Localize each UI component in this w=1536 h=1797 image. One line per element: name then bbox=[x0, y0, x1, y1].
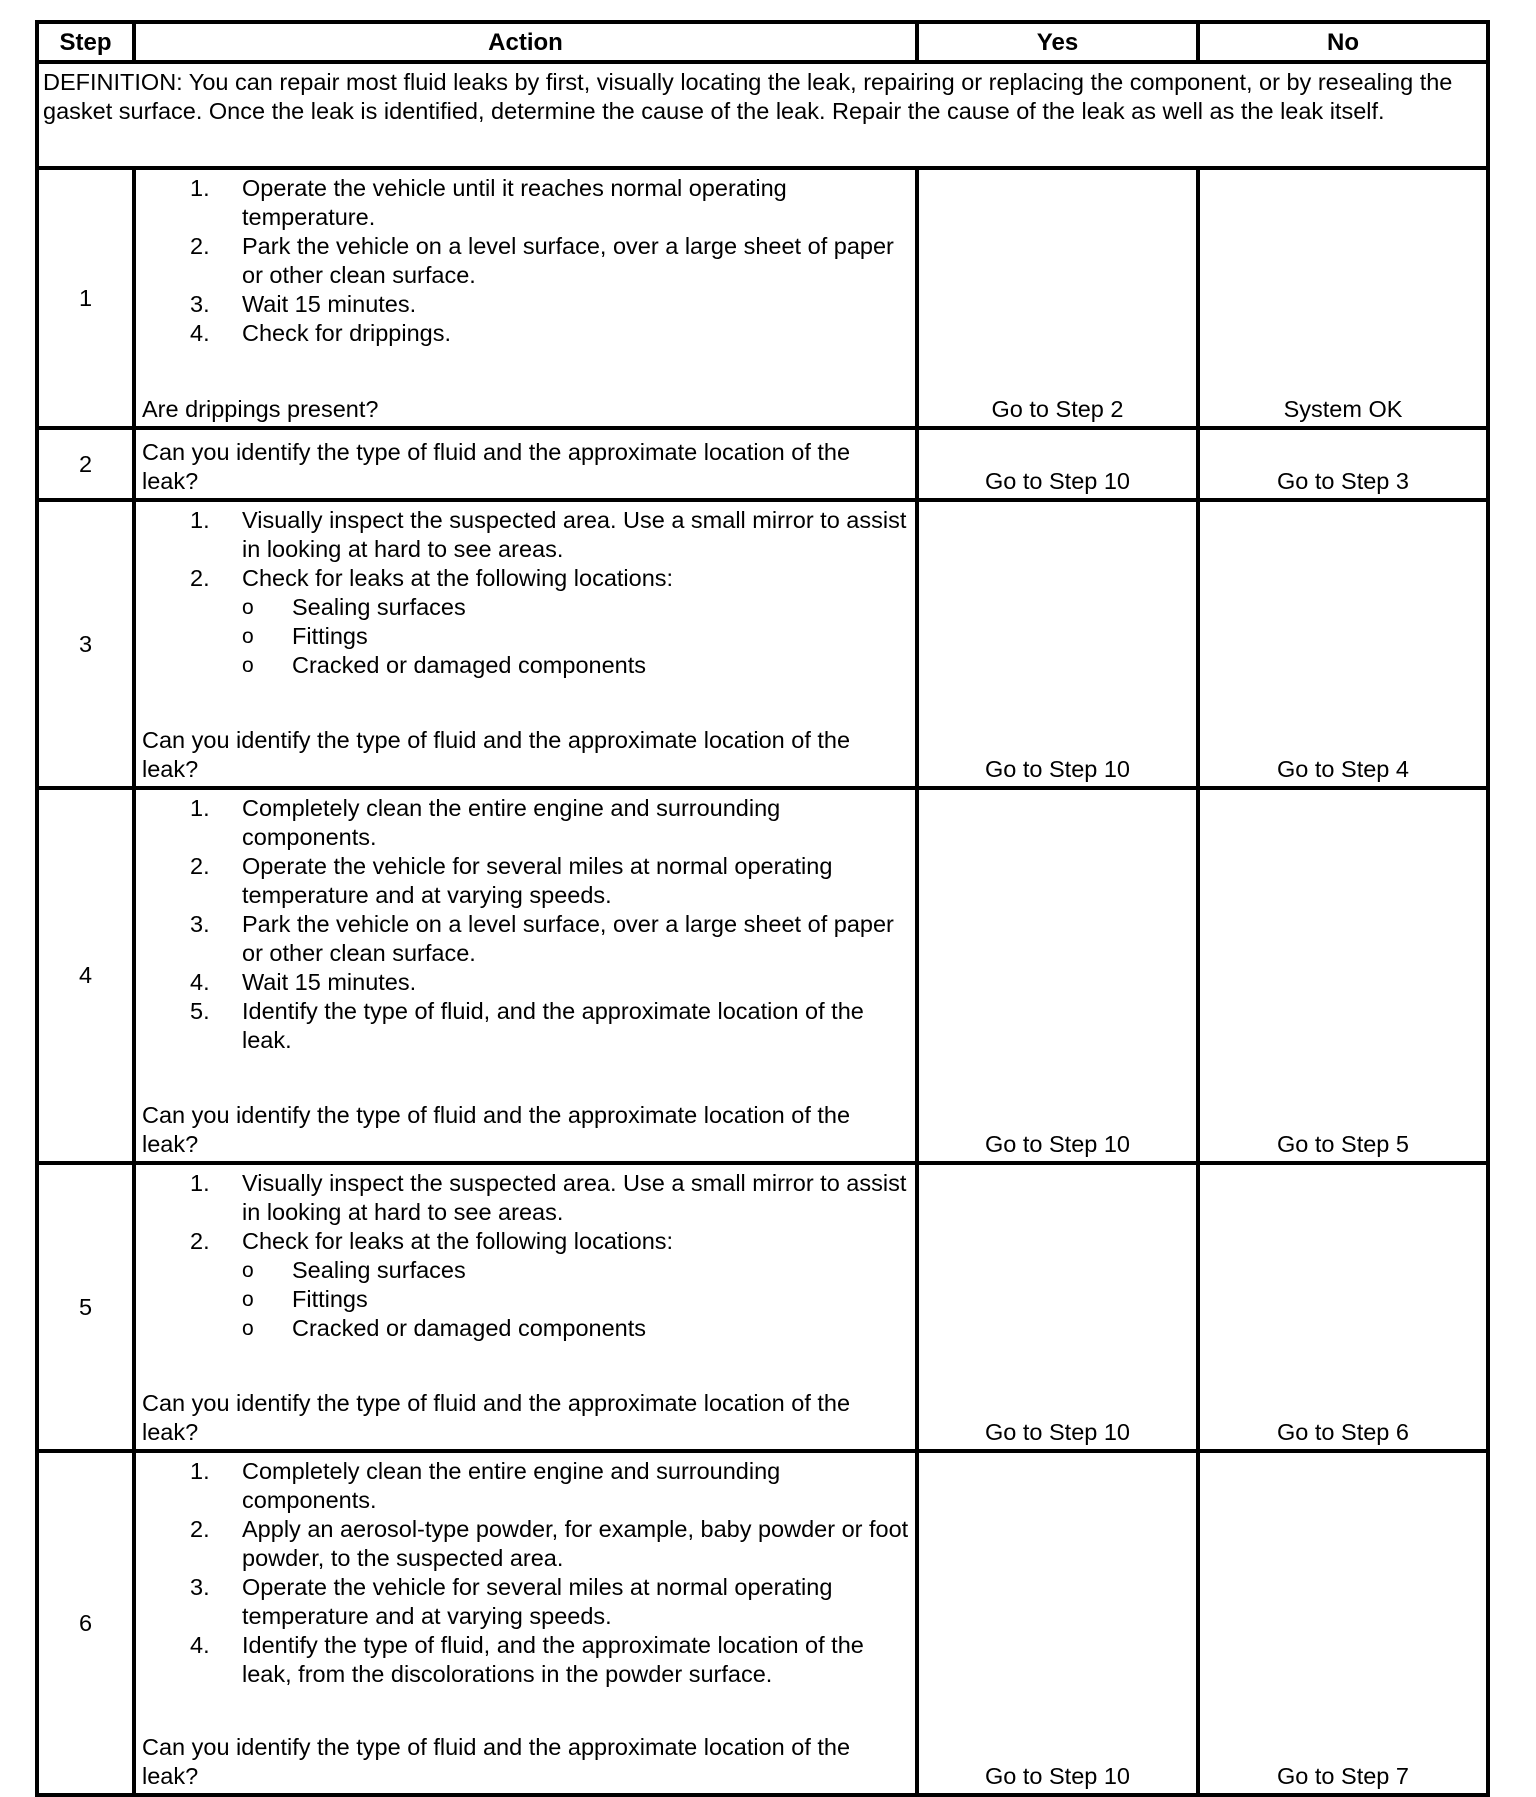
bullet-icon: o bbox=[242, 1288, 254, 1311]
sub-list-item bbox=[242, 1256, 909, 1285]
action-steps-wrap bbox=[142, 794, 909, 1055]
action-content bbox=[142, 174, 909, 424]
step-item-number: 2. bbox=[190, 565, 210, 591]
step-item-number: 1. bbox=[190, 1170, 210, 1196]
definition-text: DEFINITION: You can repair most fluid leaks by first, visually locating the leak, repairing or replacing the component, or by resealing the gasket surface. Once the leak is identified, determine the cause of the leak. Repair the cause of the leak as well as the leak itself. bbox=[37, 62, 1488, 168]
list-item bbox=[142, 1631, 909, 1689]
numbered-steps bbox=[142, 174, 909, 348]
step-item-text: Check for leaks at the following locations: bbox=[242, 1228, 674, 1254]
step-item-number: 3. bbox=[190, 291, 210, 317]
step-item-number: 4. bbox=[190, 1632, 210, 1658]
no-result: Go to Step 6 bbox=[1198, 1163, 1488, 1451]
action-question: Can you identify the type of fluid and the approximate location of the leak? bbox=[142, 439, 851, 494]
action-cell bbox=[134, 788, 917, 1163]
bullet-icon: o bbox=[242, 1317, 254, 1340]
numbered-steps bbox=[142, 1169, 909, 1343]
no-result: Go to Step 4 bbox=[1198, 500, 1488, 788]
diagnostic-table bbox=[35, 20, 1490, 1797]
step-item-text: Completely clean the entire engine and surrounding components. bbox=[242, 795, 781, 850]
step-item-text: Identify the type of fluid, and the approximate location of the leak, from the discolorations in the powder surface. bbox=[242, 1632, 864, 1687]
list-item bbox=[142, 997, 909, 1055]
step-number: 2 bbox=[37, 428, 134, 500]
list-item bbox=[142, 1227, 909, 1343]
action-cell bbox=[134, 1451, 917, 1795]
action-content bbox=[142, 506, 909, 784]
sub-item-text: Sealing surfaces bbox=[292, 594, 466, 620]
action-steps-wrap bbox=[142, 1457, 909, 1689]
list-item bbox=[142, 1573, 909, 1631]
list-item bbox=[142, 290, 909, 319]
list-item bbox=[142, 1169, 909, 1227]
table-row bbox=[37, 788, 1488, 1163]
step-item-text: Apply an aerosol-type powder, for example, baby powder or foot powder, to the suspected area. bbox=[242, 1516, 909, 1571]
step-item-text: Operate the vehicle for several miles at normal operating temperature and at varying speeds. bbox=[242, 853, 833, 908]
sub-list-item bbox=[242, 1314, 909, 1343]
header-row bbox=[37, 22, 1488, 62]
step-item-text: Visually inspect the suspected area. Use a small mirror to assist in looking at hard to see areas. bbox=[242, 507, 907, 562]
header-yes: Yes bbox=[917, 22, 1198, 62]
step-item-number: 1. bbox=[190, 507, 210, 533]
sub-list-item bbox=[242, 622, 909, 651]
no-result: Go to Step 3 bbox=[1198, 428, 1488, 500]
action-cell bbox=[134, 1163, 917, 1451]
definition-row bbox=[37, 62, 1488, 168]
step-item-text: Operate the vehicle until it reaches normal operating temperature. bbox=[242, 175, 787, 230]
step-item-text: Check for drippings. bbox=[242, 320, 451, 346]
table-row bbox=[37, 1163, 1488, 1451]
action-steps-wrap bbox=[142, 1169, 909, 1343]
action-cell bbox=[134, 428, 917, 500]
table-row bbox=[37, 500, 1488, 788]
action-steps-wrap bbox=[142, 174, 909, 348]
sub-list-item bbox=[242, 651, 909, 680]
action-question: Are drippings present? bbox=[142, 396, 379, 422]
step-number: 5 bbox=[37, 1163, 134, 1451]
list-item bbox=[142, 910, 909, 968]
sub-list bbox=[242, 1256, 909, 1343]
step-item-number: 2. bbox=[190, 233, 210, 259]
action-question: Can you identify the type of fluid and the approximate location of the leak? bbox=[142, 1102, 851, 1157]
header-action: Action bbox=[134, 22, 917, 62]
bullet-icon: o bbox=[242, 596, 254, 619]
action-cell bbox=[134, 168, 917, 428]
list-item bbox=[142, 968, 909, 997]
step-item-text: Operate the vehicle for several miles at normal operating temperature and at varying speeds. bbox=[242, 1574, 833, 1629]
sub-list bbox=[242, 593, 909, 680]
numbered-steps bbox=[142, 794, 909, 1055]
sub-item-text: Fittings bbox=[292, 623, 368, 649]
header-no: No bbox=[1198, 22, 1488, 62]
step-number: 4 bbox=[37, 788, 134, 1163]
step-item-number: 3. bbox=[190, 1574, 210, 1600]
list-item bbox=[142, 852, 909, 910]
table-row bbox=[37, 168, 1488, 428]
header-step: Step bbox=[37, 22, 134, 62]
step-item-number: 4. bbox=[190, 969, 210, 995]
step-item-text: Completely clean the entire engine and surrounding components. bbox=[242, 1458, 781, 1513]
action-question: Can you identify the type of fluid and the approximate location of the leak? bbox=[142, 1390, 851, 1445]
numbered-steps bbox=[142, 506, 909, 680]
step-item-number: 4. bbox=[190, 320, 210, 346]
step-item-text: Visually inspect the suspected area. Use a small mirror to assist in looking at hard to see areas. bbox=[242, 1170, 907, 1225]
list-item bbox=[142, 319, 909, 348]
sub-item-text: Sealing surfaces bbox=[292, 1257, 466, 1283]
step-number: 1 bbox=[37, 168, 134, 428]
sub-list-item bbox=[242, 593, 909, 622]
sub-item-text: Cracked or damaged components bbox=[292, 1315, 647, 1341]
table-row bbox=[37, 1451, 1488, 1795]
step-item-text: Check for leaks at the following locations: bbox=[242, 565, 674, 591]
step-item-text: Wait 15 minutes. bbox=[242, 969, 417, 995]
list-item bbox=[142, 232, 909, 290]
bullet-icon: o bbox=[242, 625, 254, 648]
action-question: Can you identify the type of fluid and the approximate location of the leak? bbox=[142, 727, 851, 782]
numbered-steps bbox=[142, 1457, 909, 1689]
step-number: 3 bbox=[37, 500, 134, 788]
action-cell bbox=[134, 500, 917, 788]
list-item bbox=[142, 506, 909, 564]
table-body bbox=[37, 62, 1488, 1795]
step-item-number: 1. bbox=[190, 175, 210, 201]
list-item bbox=[142, 794, 909, 852]
list-item bbox=[142, 174, 909, 232]
sub-item-text: Cracked or damaged components bbox=[292, 652, 647, 678]
action-steps-wrap bbox=[142, 506, 909, 680]
yes-result: Go to Step 10 bbox=[917, 500, 1198, 788]
no-result: Go to Step 5 bbox=[1198, 788, 1488, 1163]
step-item-number: 5. bbox=[190, 998, 210, 1024]
action-content bbox=[142, 1457, 909, 1791]
yes-result: Go to Step 10 bbox=[917, 428, 1198, 500]
yes-result: Go to Step 10 bbox=[917, 788, 1198, 1163]
step-item-number: 2. bbox=[190, 1228, 210, 1254]
list-item bbox=[142, 1457, 909, 1515]
bullet-icon: o bbox=[242, 1259, 254, 1282]
step-item-number: 1. bbox=[190, 795, 210, 821]
step-item-text: Park the vehicle on a level surface, over a large sheet of paper or other clean surface. bbox=[242, 233, 894, 288]
step-item-text: Wait 15 minutes. bbox=[242, 291, 417, 317]
list-item bbox=[142, 1515, 909, 1573]
bullet-icon: o bbox=[242, 654, 254, 677]
table-row bbox=[37, 428, 1488, 500]
step-number: 6 bbox=[37, 1451, 134, 1795]
step-item-number: 2. bbox=[190, 1516, 210, 1542]
action-question: Can you identify the type of fluid and the approximate location of the leak? bbox=[142, 1734, 851, 1789]
action-content bbox=[142, 434, 909, 496]
step-item-number: 1. bbox=[190, 1458, 210, 1484]
no-result: Go to Step 7 bbox=[1198, 1451, 1488, 1795]
no-result: System OK bbox=[1198, 168, 1488, 428]
step-item-text: Identify the type of fluid, and the approximate location of the leak. bbox=[242, 998, 864, 1053]
list-item bbox=[142, 564, 909, 680]
yes-result: Go to Step 2 bbox=[917, 168, 1198, 428]
yes-result: Go to Step 10 bbox=[917, 1451, 1198, 1795]
yes-result: Go to Step 10 bbox=[917, 1163, 1198, 1451]
step-item-text: Park the vehicle on a level surface, over a large sheet of paper or other clean surface. bbox=[242, 911, 894, 966]
step-item-number: 2. bbox=[190, 853, 210, 879]
action-content bbox=[142, 794, 909, 1159]
step-item-number: 3. bbox=[190, 911, 210, 937]
sub-list-item bbox=[242, 1285, 909, 1314]
sub-item-text: Fittings bbox=[292, 1286, 368, 1312]
action-content bbox=[142, 1169, 909, 1447]
diagnostic-document bbox=[35, 20, 1486, 1797]
